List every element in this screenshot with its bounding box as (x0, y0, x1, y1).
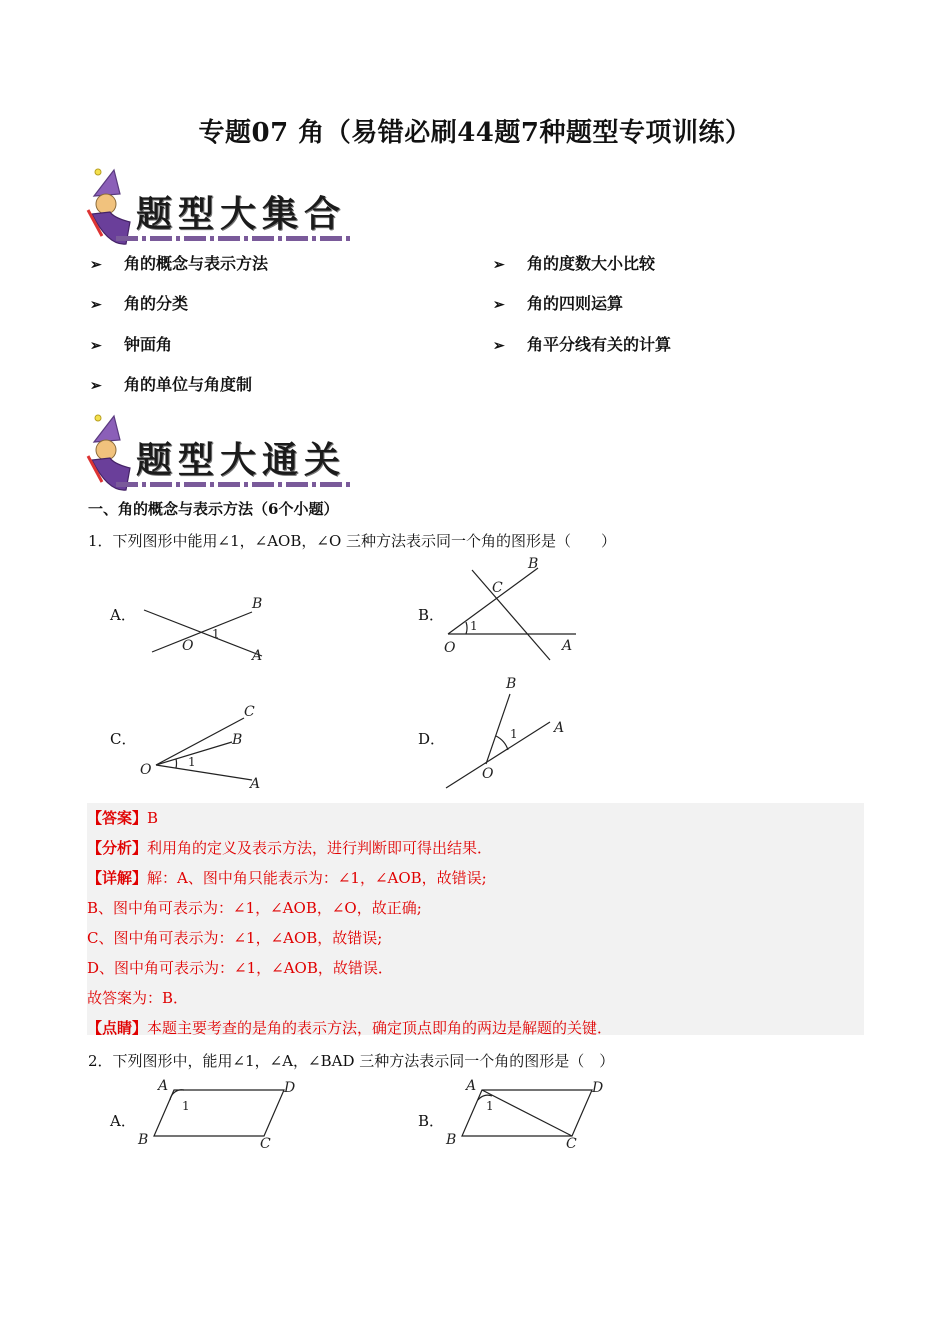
arrow-icon: ➢ (493, 338, 505, 354)
arrow-icon: ➢ (90, 257, 102, 273)
fig-label: A (252, 648, 263, 664)
detail-line: B、图中角可表示为：∠1，∠AOB，∠O，故正确; (87, 899, 422, 917)
fig-label: 1 (510, 727, 518, 741)
conclusion-line: 故答案为：B． (87, 989, 189, 1007)
toc-item[interactable]: ➢ 角的度数大小比较 (493, 254, 656, 273)
page-title: 专题07 角（易错必刷44题7种题型专项训练） (198, 118, 752, 148)
toc-item[interactable]: ➢ 角的单位与角度制 (90, 375, 253, 394)
option-label: B． (418, 606, 445, 624)
option-label: C． (110, 730, 137, 748)
toc-item[interactable]: ➢ 角的概念与表示方法 (90, 254, 269, 273)
toc-item[interactable]: ➢ 角的分类 (90, 294, 189, 313)
banner-question-types (86, 166, 356, 250)
fig-label: O (444, 640, 456, 656)
fig-label: C (566, 1136, 577, 1152)
arrow-icon: ➢ (90, 338, 102, 354)
arrow-icon: ➢ (90, 378, 102, 394)
fig-label: 1 (212, 627, 220, 641)
toc-item[interactable]: ➢ 钟面角 (90, 335, 173, 354)
detail-line: 【详解】解：A、图中角只能表示为：∠1，∠AOB，故错误; (87, 869, 487, 887)
answer-line: 【答案】B (87, 809, 159, 827)
fig-label: D (284, 1080, 296, 1096)
fig-label: 1 (182, 1099, 190, 1113)
toc-item[interactable]: ➢ 角平分线有关的计算 (493, 335, 672, 354)
analysis-line: 【分析】利用角的定义及表示方法，进行判断即可得出结果． (87, 839, 493, 857)
fig-label: C (260, 1136, 271, 1152)
fig-label: O (140, 762, 152, 778)
option-label: B． (418, 1112, 445, 1130)
banner-question-drills (86, 412, 356, 496)
banner-divider (116, 236, 351, 241)
fig-label: A (250, 776, 261, 792)
fig-label: O (482, 766, 494, 782)
fig-label: A (158, 1078, 169, 1094)
toc-item[interactable]: ➢ 角的四则运算 (493, 294, 624, 313)
remark-line: 【点睛】本题主要考查的是角的表示方法，确定顶点即角的两边是解题的关键． (87, 1019, 613, 1037)
fig-label: D (592, 1080, 604, 1096)
question-1-text: 1．下列图形中能用∠1，∠AOB，∠O 三种方法表示同一个角的图形是（ ） (88, 532, 617, 550)
banner-text: 题型大集合 (136, 193, 347, 235)
figure-q2-a (134, 1076, 304, 1152)
figure-q2-b (442, 1076, 612, 1152)
figure-q1-c (136, 700, 276, 795)
option-label: D． (418, 730, 446, 748)
fig-label: B (528, 556, 539, 572)
detail-line: C、图中角可表示为：∠1，∠AOB，故错误; (87, 929, 383, 947)
figure-q1-a (140, 588, 280, 668)
fig-label: A (466, 1078, 477, 1094)
question-2-text: 2．下列图形中，能用∠1，∠A，∠BAD 三种方法表示同一个角的图形是（ ） (88, 1052, 615, 1070)
option-label: A． (110, 1112, 136, 1130)
detail-line: D、图中角可表示为：∠1，∠AOB，故错误． (87, 959, 393, 977)
fig-label: 1 (188, 755, 196, 769)
option-label: A． (110, 606, 136, 624)
fig-label: C (492, 580, 503, 596)
arrow-icon: ➢ (90, 297, 102, 313)
fig-label: 1 (470, 619, 478, 633)
arrow-icon: ➢ (493, 297, 505, 313)
figure-q1-b (440, 556, 590, 666)
fig-label: 1 (486, 1099, 494, 1113)
banner-divider (116, 482, 351, 487)
fig-label: C (244, 704, 255, 720)
figure-q1-d (440, 672, 580, 797)
section-heading: 一、角的概念与表示方法（6个小题） (88, 500, 339, 518)
fig-label: B (446, 1132, 457, 1148)
fig-label: A (562, 638, 573, 654)
arrow-icon: ➢ (493, 257, 505, 273)
fig-label: B (252, 596, 263, 612)
fig-label: O (182, 638, 194, 654)
fig-label: A (554, 720, 565, 736)
fig-label: B (232, 732, 243, 748)
fig-label: B (506, 676, 517, 692)
banner-text: 题型大通关 (136, 439, 347, 481)
fig-label: B (138, 1132, 149, 1148)
